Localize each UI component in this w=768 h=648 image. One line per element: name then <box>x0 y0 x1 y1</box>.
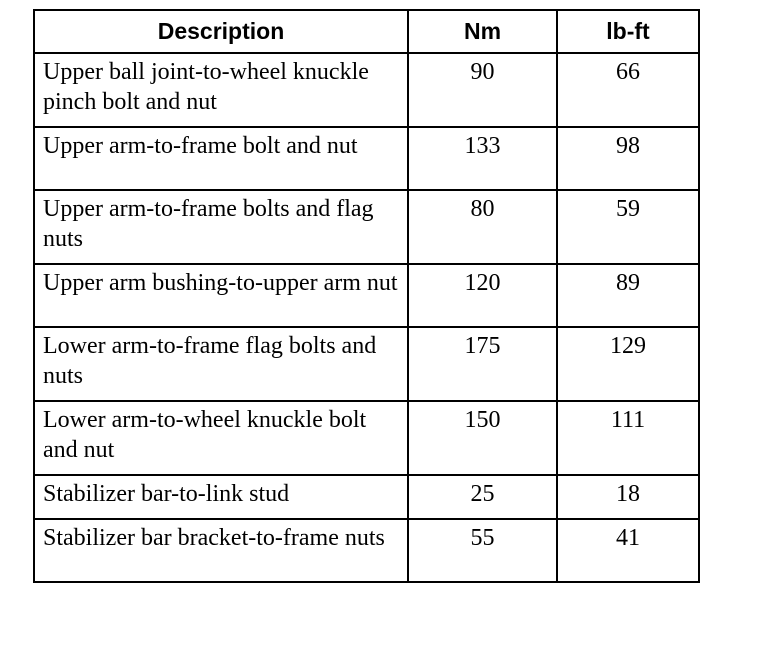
description-cell: Lower arm-to-wheel knuckle bolt and nut <box>34 401 408 475</box>
nm-cell: 80 <box>408 190 557 264</box>
header-lb-ft: lb-ft <box>557 10 699 53</box>
lb-ft-cell: 111 <box>557 401 699 475</box>
description-cell: Upper ball joint-to-wheel knuckle pinch bolt and nut <box>34 53 408 127</box>
header-nm: Nm <box>408 10 557 53</box>
table-row <box>34 519 699 582</box>
lb-ft-cell: 18 <box>557 475 699 519</box>
lb-ft-cell: 89 <box>557 264 699 327</box>
torque-specifications-table <box>33 9 700 583</box>
header-description: Description <box>34 10 408 53</box>
table-row <box>34 264 699 327</box>
nm-cell: 133 <box>408 127 557 190</box>
table-row <box>34 53 699 127</box>
table-row <box>34 327 699 401</box>
table-row <box>34 127 699 190</box>
table-row <box>34 401 699 475</box>
description-cell: Stabilizer bar-to-link stud <box>34 475 408 519</box>
description-cell: Stabilizer bar bracket-to-frame nuts <box>34 519 408 582</box>
nm-cell: 175 <box>408 327 557 401</box>
description-cell: Upper arm bushing-to-upper arm nut <box>34 264 408 327</box>
nm-cell: 150 <box>408 401 557 475</box>
table-row <box>34 190 699 264</box>
lb-ft-cell: 98 <box>557 127 699 190</box>
lb-ft-cell: 41 <box>557 519 699 582</box>
lb-ft-cell: 66 <box>557 53 699 127</box>
nm-cell: 55 <box>408 519 557 582</box>
description-cell: Lower arm-to-frame flag bolts and nuts <box>34 327 408 401</box>
table-row <box>34 475 699 519</box>
description-cell: Upper arm-to-frame bolts and flag nuts <box>34 190 408 264</box>
description-cell: Upper arm-to-frame bolt and nut <box>34 127 408 190</box>
lb-ft-cell: 59 <box>557 190 699 264</box>
table-header-row <box>34 10 699 53</box>
nm-cell: 25 <box>408 475 557 519</box>
nm-cell: 90 <box>408 53 557 127</box>
lb-ft-cell: 129 <box>557 327 699 401</box>
nm-cell: 120 <box>408 264 557 327</box>
